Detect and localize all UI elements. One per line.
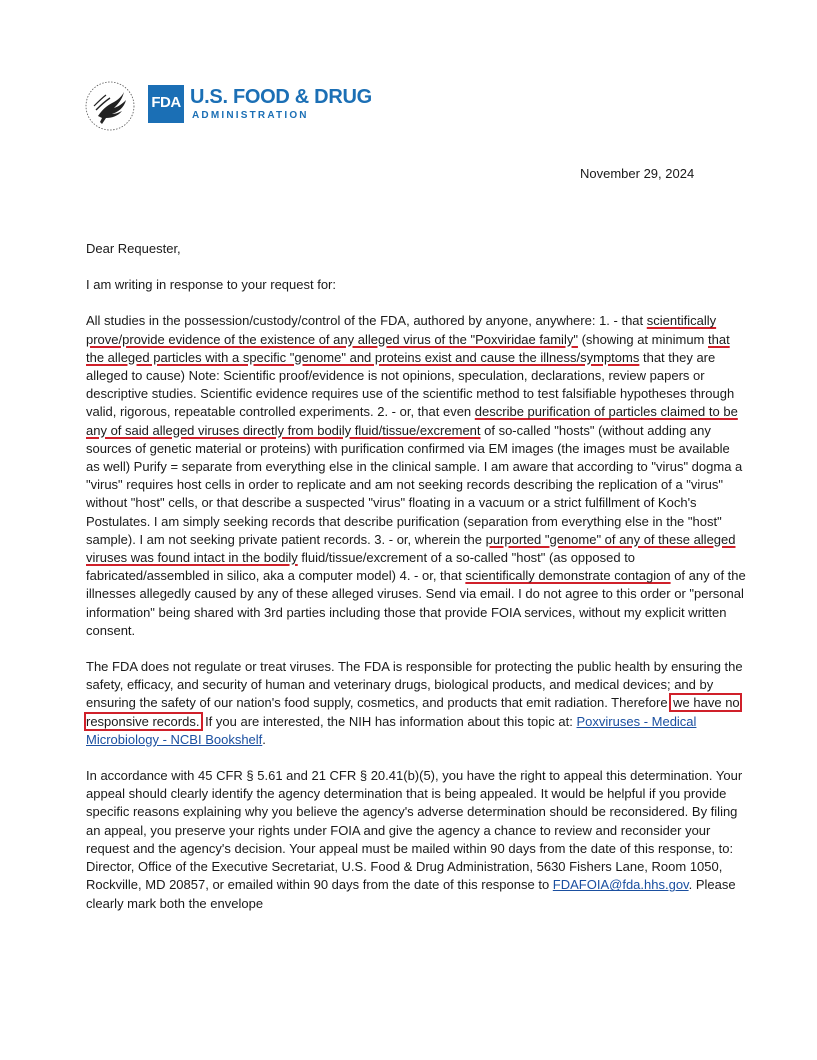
fda-badge-text: FDA	[151, 94, 181, 111]
highlighted-text: that the alleged particles with a specific "genome" and proteins exist and cause the illness/symptoms	[86, 331, 730, 365]
intro-line: I am writing in response to your request for:	[86, 277, 337, 293]
letter-date: November 29, 2024	[580, 166, 695, 181]
highlighted-text: describe purification of particles claimed to be any of said alleged viruses directly from bodily fluid/tissue/excrement	[86, 404, 738, 438]
appeal-text: In accordance with 45 CFR § 5.61 and 21 CFR § 20.41(b)(5), you have the right to appeal this determination. Your appeal should clearly identify the agency determination that is being appealed. It would be helpful if you provide specific reasons explaining why you believe the agency's adverse determination should be reconsidered. By filing an appeal, you preserve your rights under FOIA and give the agency a chance to review and reconsider your request and the agency's decision. Your appeal must be mailed within 90 days from the date of this response, to: Director, Office of the Executive Secretariat, U.S. Food & Drug Administration, 5630 Fishers Lane, Room 1050, Rockville, MD 20857, or emailed within 90 days from the date of this response to	[86, 768, 743, 893]
letter-body	[86, 240, 746, 913]
appeal-paragraph	[86, 767, 746, 913]
highlighted-text: scientifically demonstrate contagion	[465, 568, 671, 584]
request-text: that they are alleged to cause) Note: Scientific proof/evidence is not opinions, speculation, declarations, review papers or descriptive studies. Scientific evidence requires use of the scientific method to test falsifiable hypotheses through valid, rigorous, repeatable controlled experiments. 2. - or, that even	[86, 349, 735, 420]
request-quote	[86, 312, 746, 640]
hhs-eagle-seal-icon	[84, 80, 136, 132]
fda-logo-badge	[148, 85, 184, 123]
highlighted-text: scientifically prove/provide evidence of the existence of any alleged virus of the "Poxviridae family"	[86, 313, 717, 347]
response-text: .	[262, 731, 266, 747]
response-text: If you are interested, the NIH has information about this topic at:	[201, 713, 577, 729]
agency-subtitle: ADMINISTRATION	[192, 110, 309, 121]
boxed-statement: we have no responsive records.	[86, 695, 740, 729]
foia-email-link[interactable]: FDAFOIA@fda.hhs.gov	[552, 877, 689, 893]
response-text: The FDA does not regulate or treat viruses. The FDA is responsible for protecting the public health by ensuring the safety, efficacy, and security of human and veterinary drugs, biological products, and medical devices; and by ensuring the safety of our nation's food supply, cosmetics, and products that emit radiation. Therefore	[86, 659, 743, 711]
highlighted-text: purported "genome" of any of these alleged viruses was found intact in the bodily	[86, 531, 736, 566]
appeal-text: . Please clearly mark both the envelope	[86, 877, 736, 911]
letterhead	[84, 80, 384, 136]
request-text: fluid/tissue/excrement of a so-called "host" (as opposed to fabricated/assembled in silico, aka a computer model) 4. - or, that	[86, 550, 636, 584]
agency-name: U.S. FOOD & DRUG	[190, 86, 372, 108]
request-text: of any of the illnesses allegedly caused by any of these alleged viruses. Send via email. I do not agree to this order or "personal information" being shared with 3rd parties including those that provide FOIA services, without my explicit written consent.	[86, 568, 746, 638]
request-text: (showing at minimum	[577, 331, 708, 347]
ncbi-bookshelf-link[interactable]: Poxviruses - Medical Microbiology - NCBI Bookshelf	[86, 713, 697, 747]
request-text: of so-called "hosts" (without adding any sources of genetic material or proteins) with purification confirmed via EM images (the images must be available as well) Purify = separate from everything else in the clinical sample. I am aware that according to "virus" dogma a "virus" requires host cells in order to replicate and am not seeking records describing the replication of a "virus" without "host" cells, or that describe a suspected "virus" floating in a vacuum or a strict fulfillment of Koch's Postulates. I am simply seeking records that describe purification (separation from everything else in the "host" sample). I am not seeking private patient records. 3. - or, wherein the	[86, 422, 743, 547]
greeting: Dear Requester,	[86, 241, 181, 256]
request-text: All studies in the possession/custody/control of the FDA, authored by anyone, anywhere: 1. - that	[86, 313, 647, 329]
response-paragraph	[86, 658, 746, 749]
